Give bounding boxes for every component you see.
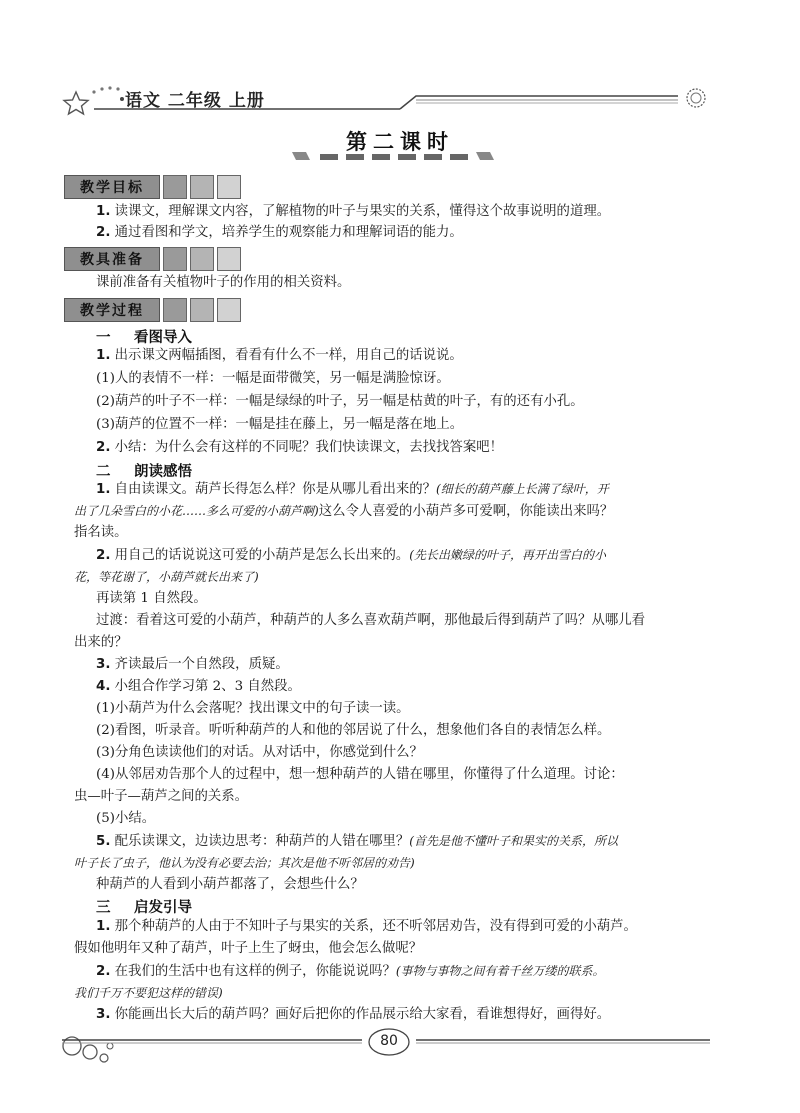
spiral-circle-icon <box>687 89 705 107</box>
part3-p3: 3. 你能画出长大后的葫芦吗？画好后把你的作品展示给大家看，看谁想得好，画得好。 <box>96 1007 611 1022</box>
part2-heading: 二 朗读感悟 <box>96 464 192 480</box>
section-goals-label: 教学目标 <box>64 175 160 199</box>
part2-p4: 4. 小组合作学习第 2、3 自然段。 <box>96 679 301 694</box>
part2-s3: (3)分角色读读他们的对话。从对话中，你感觉到什么？ <box>96 745 423 760</box>
part2-transition-line2: 出来的？ <box>74 635 128 650</box>
part1-heading: 一 看图导入 <box>96 330 192 346</box>
title-decoration <box>292 148 512 166</box>
goal-item-2: 2. 通过看图和学文，培养学生的观察能力和理解词语的能力。 <box>96 225 463 240</box>
tools-text: 课前准备有关植物叶子的作用的相关资料。 <box>96 275 351 290</box>
part2-p3: 3. 齐读最后一个自然段，质疑。 <box>96 657 289 672</box>
part3-p2-line2: 我们千万不要犯这样的错误) <box>74 986 223 1000</box>
part1-p1: 1. 出示课文两幅插图，看看有什么不一样，用自己的话说说。 <box>96 348 463 363</box>
section-tools <box>64 247 241 271</box>
part2-after: 种葫芦的人看到小葫芦都落了，会想些什么？ <box>96 877 364 892</box>
part1-s1: (1)人的表情不一样：一幅是面带微笑，另一幅是满脸惊讶。 <box>96 371 450 386</box>
part2-p1-line1: 1. 自由读课文。葫芦长得怎么样？你是从哪儿看出来的？(细长的葫芦藤上长满了绿叶，开 <box>96 482 609 497</box>
part2-s5: (5)小结。 <box>96 811 156 826</box>
part2-p5-line1: 5. 配乐读课文，边读边思考：种葫芦的人错在哪里？(首先是他不懂叶子和果实的关系，所以 <box>96 834 618 849</box>
part2-s4-line1: (4)从邻居劝告那个人的过程中，想一想种葫芦的人错在哪里，你懂得了什么道理。讨论： <box>96 767 624 782</box>
lesson-title: 第二课时 <box>346 130 454 154</box>
part3-heading: 三 启发引导 <box>96 900 192 916</box>
part3-p1-line1: 1. 那个种葫芦的人由于不知叶子与果实的关系，还不听邻居劝告，没有得到可爱的小葫芦。 <box>96 919 637 934</box>
part2-s1: (1)小葫芦为什么会落呢？找出课文中的句子读一读。 <box>96 701 410 716</box>
section-tools-label: 教具准备 <box>64 247 160 271</box>
section-process-label: 教学过程 <box>64 298 160 322</box>
part1-p2: 2. 小结：为什么会有这样的不同呢？我们快读课文，去找找答案吧！ <box>96 440 503 455</box>
part2-p5-line2: 叶子长了虫子，他认为没有必要去治；其次是他不听邻居的劝告) <box>74 856 415 870</box>
part2-reread: 再读第 1 自然段。 <box>96 591 207 606</box>
star-icon <box>64 92 88 114</box>
part3-p2-line1: 2. 在我们的生活中也有这样的例子，你能说说吗？(事物与事物之间有着千丝万缕的联系。 <box>96 964 605 979</box>
section-goals <box>64 175 241 199</box>
part2-p1-line3: 指名读。 <box>74 525 128 540</box>
goal-item-1: 1. 读课文，理解课文内容，了解植物的叶子与果实的关系，懂得这个故事说明的道理。 <box>96 204 611 219</box>
part1-s3: (3)葫芦的位置不一样：一幅是挂在藤上，另一幅是落在地上。 <box>96 417 464 432</box>
part2-transition-line1: 过渡：看着这可爱的小葫芦，种葫芦的人多么喜欢葫芦啊，那他最后得到葫芦了吗？从哪儿看 <box>96 613 646 628</box>
part3-p1-line2: 假如他明年又种了葫芦，叶子上生了蚜虫，他会怎么做呢？ <box>74 941 423 956</box>
page-number: 80 <box>380 1033 398 1049</box>
part1-s2: (2)葫芦的叶子不一样：一幅是绿绿的叶子，另一幅是枯黄的叶子，有的还有小孔。 <box>96 394 584 409</box>
section-process <box>64 298 241 322</box>
part2-p2-line2: 花，等花谢了，小葫芦就长出来了) <box>74 570 259 584</box>
part2-p1-line2: 出了几朵雪白的小花……多么可爱的小葫芦啊)这么令人喜爱的小葫芦多可爱啊，你能读出来吗？ <box>74 504 614 519</box>
part2-s4-line2: 虫—叶子—葫芦之间的关系。 <box>74 789 249 804</box>
header-title: 语文 二年级 上册 <box>125 91 265 111</box>
part2-s2: (2)看图，听录音。听听种葫芦的人和他的邻居说了什么，想象他们各自的表情怎么样。 <box>96 723 611 738</box>
part2-p2-line1: 2. 用自己的话说说这可爱的小葫芦是怎么长出来的。(先长出嫩绿的叶子，再开出雪白的小 <box>96 548 606 563</box>
